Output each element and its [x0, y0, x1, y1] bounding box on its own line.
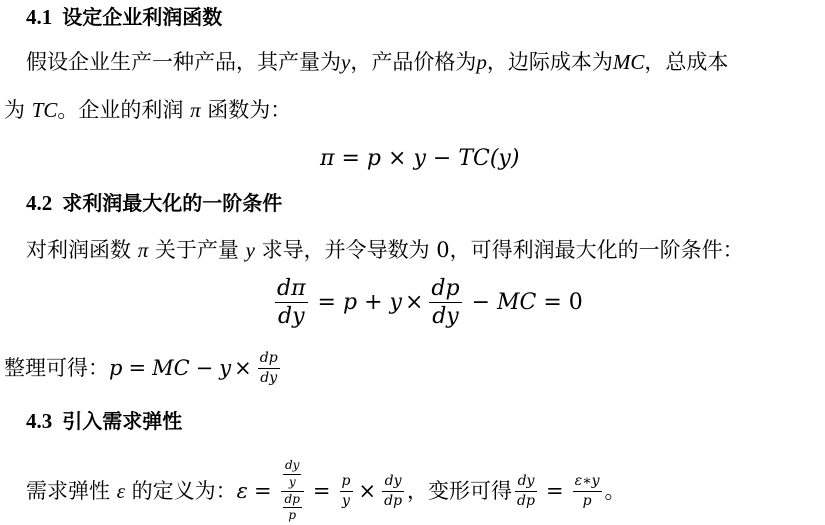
section-heading-4-2	[26, 190, 282, 216]
equation-first-order-condition	[272, 276, 583, 330]
variable-epsilon: ε	[116, 479, 125, 503]
math-operator: ×	[234, 356, 252, 380]
math-operator: =	[128, 356, 147, 380]
fraction-denominator: p	[582, 492, 592, 509]
fraction-dy-dp	[382, 473, 404, 508]
fraction-dp-p	[283, 493, 302, 524]
text-run: ，产品价格为	[350, 50, 477, 74]
fraction-denominator: y	[342, 492, 350, 509]
text-run: ，变形可得	[407, 479, 513, 503]
variable-mc: MC	[612, 50, 645, 74]
fraction-bar	[340, 491, 353, 492]
fraction-dp-dy	[258, 350, 280, 385]
fraction-epsilon-y-p	[573, 473, 602, 508]
paragraph-2	[26, 235, 744, 265]
fraction-denominator: p	[288, 508, 297, 523]
paragraph-1-line-2	[4, 95, 291, 125]
fraction-p-y	[340, 473, 353, 508]
fraction-bar	[429, 302, 461, 303]
variable-y: y	[341, 50, 351, 74]
section-title: 设定企业利润函数	[62, 5, 223, 29]
paragraph-4	[26, 456, 626, 525]
text-run: 函数为：	[207, 98, 292, 122]
fraction-denominator: dy	[432, 304, 459, 330]
fraction-numerator: ε∗y	[574, 473, 600, 490]
inline-equation-elasticity	[237, 459, 407, 523]
fraction-numerator: dp	[431, 276, 460, 301]
math-operator: −	[432, 146, 452, 171]
text-run: ，总成本	[644, 50, 729, 74]
math-operator: ×	[388, 146, 407, 171]
math-operator: −	[471, 289, 490, 315]
fraction-denominator: dy	[260, 369, 278, 386]
text-run: 假设企业生产一种产品，其产量为	[26, 50, 341, 74]
section-heading-4-3	[26, 408, 182, 434]
paragraph-1-line-1	[26, 47, 728, 77]
math-symbol: TC(y)	[458, 146, 520, 171]
math-symbol: ε	[236, 479, 248, 503]
fraction-numerator: dy	[285, 457, 300, 472]
fraction-bar	[573, 491, 602, 492]
text-run: 需求弹性	[26, 479, 110, 503]
paragraph-3	[4, 346, 283, 390]
fraction-bar	[382, 491, 404, 492]
equation-profit	[320, 144, 519, 174]
fraction-numerator: dπ	[277, 276, 306, 301]
section-number: 4.3	[26, 409, 53, 433]
text-run: 整理可得：	[4, 356, 109, 380]
compound-denominator	[281, 493, 304, 524]
fraction-bar	[515, 491, 537, 492]
variable-tc: TC	[31, 98, 58, 122]
math-symbol: p	[109, 356, 123, 380]
text-run: ，边际成本为	[486, 50, 613, 74]
text-run: 求导，并令导数为 0，可得利润最大化的一阶条件：	[261, 238, 744, 262]
math-operator: +	[364, 289, 383, 315]
inline-equation-transformed	[512, 473, 604, 508]
fraction-dy-y	[283, 459, 301, 490]
inline-equation-price	[109, 350, 283, 385]
section-number: 4.2	[26, 191, 53, 215]
fraction-bar	[275, 302, 308, 303]
math-operator: =	[341, 146, 360, 171]
variable-pi: π	[190, 98, 201, 122]
math-operator: =	[317, 289, 336, 315]
fraction-dpi-dy	[275, 276, 308, 330]
section-number: 4.1	[26, 5, 53, 29]
text-run: 。	[604, 479, 626, 503]
fraction-numerator: p	[341, 473, 351, 490]
math-symbol: y	[413, 146, 426, 171]
math-operator: =	[543, 289, 562, 315]
math-symbol: p	[366, 146, 381, 171]
fraction-denominator: y	[288, 474, 296, 489]
section-heading-4-1	[26, 4, 222, 30]
compound-fraction	[281, 459, 304, 523]
text-run: 对利润函数	[26, 238, 131, 262]
text-run: 的定义为：	[131, 479, 237, 503]
math-symbol: π	[320, 146, 335, 171]
math-operator: =	[253, 479, 272, 503]
math-symbol: MC	[497, 289, 537, 315]
compound-numerator	[281, 459, 303, 490]
fraction-bar	[258, 368, 280, 369]
math-operator: =	[312, 479, 331, 503]
fraction-denominator: dy	[278, 304, 305, 330]
section-title: 求利润最大化的一阶条件	[62, 191, 283, 215]
text-run: 。企业的利润	[57, 98, 184, 122]
fraction-numerator: dp	[284, 491, 300, 506]
section-title: 引入需求弹性	[62, 409, 183, 433]
math-operator: ×	[404, 289, 424, 315]
variable-y: y	[245, 238, 255, 262]
math-symbol: p	[342, 289, 358, 315]
math-operator: ×	[358, 479, 377, 503]
variable-p: p	[476, 50, 487, 74]
fraction-numerator: dy	[517, 473, 535, 490]
text-run: 为	[4, 98, 25, 122]
math-number: 0	[568, 289, 583, 315]
fraction-denominator: dp	[517, 492, 535, 509]
fraction-dp-dy	[429, 276, 461, 330]
variable-pi: π	[137, 238, 149, 262]
fraction-dy-dp	[515, 473, 537, 508]
fraction-numerator: dp	[259, 350, 278, 367]
math-operator: −	[195, 356, 214, 380]
fraction-denominator: dp	[384, 492, 403, 509]
math-operator: =	[545, 479, 564, 503]
math-symbol: y	[389, 289, 402, 315]
math-symbol: y	[219, 356, 232, 380]
fraction-numerator: dy	[384, 473, 402, 490]
text-run: 关于产量	[154, 238, 239, 262]
math-symbol: MC	[152, 356, 190, 380]
